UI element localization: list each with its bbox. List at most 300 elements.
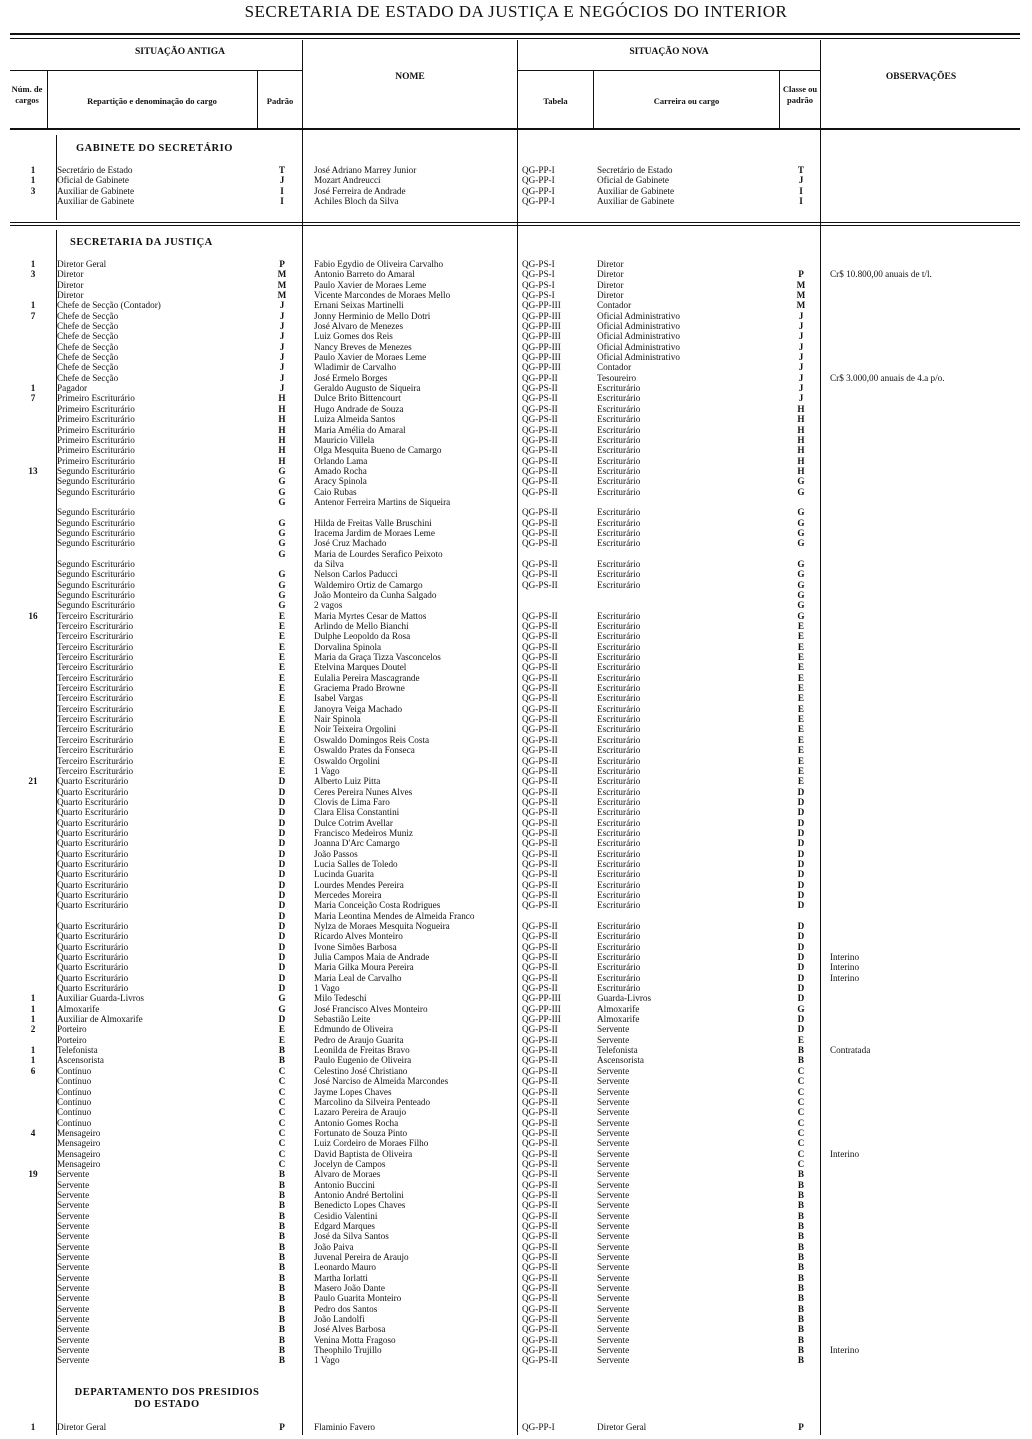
cell-nome: Olga Mesquita Bueno de Camargo bbox=[314, 445, 442, 456]
cell-classe: D bbox=[797, 972, 805, 983]
cell-nome: Hilda de Freitas Valle Bruschini bbox=[314, 517, 432, 528]
table-row bbox=[0, 993, 1032, 1003]
cell-classe: E bbox=[797, 714, 805, 725]
cell-carreira: Servente bbox=[597, 1262, 630, 1273]
cell-nome: Iracema Jardim de Moraes Leme bbox=[314, 527, 435, 538]
cell-classe: E bbox=[797, 621, 805, 632]
cell-cargo: Diretor Geral bbox=[57, 259, 107, 269]
cell-carreira: Escriturário bbox=[597, 848, 641, 859]
cell-nome: Maria Amélia do Amaral bbox=[314, 424, 406, 435]
table-row bbox=[0, 787, 1032, 797]
cell-cargo: Primeiro Escriturário bbox=[57, 393, 135, 404]
header-reparticao: Repartição e denominação do cargo bbox=[87, 96, 217, 106]
cell-nome: Francisco Medeiros Muniz bbox=[314, 827, 413, 838]
cell-cargo: Quarto Escriturário bbox=[57, 858, 129, 869]
cell-padrao: E bbox=[278, 631, 286, 642]
table-row bbox=[0, 1180, 1032, 1190]
cell-padrao: B bbox=[278, 1324, 286, 1335]
cell-padrao: G bbox=[278, 527, 286, 538]
cell-tabela: QG-PS-II bbox=[522, 786, 558, 797]
table-row bbox=[0, 1107, 1032, 1117]
cell-carreira: Servente bbox=[597, 1200, 630, 1211]
cell-padrao: D bbox=[278, 848, 286, 859]
cell-classe: B bbox=[797, 1179, 805, 1190]
cell-padrao: B bbox=[278, 1303, 286, 1314]
table-row bbox=[0, 1087, 1032, 1097]
cell-padrao: M bbox=[277, 279, 287, 290]
cell-cargo: Contínuo bbox=[57, 1107, 92, 1118]
table-row bbox=[0, 1200, 1032, 1210]
cell-obs: Interino bbox=[830, 1148, 860, 1159]
table-row bbox=[0, 1242, 1032, 1252]
cell-cargo: Diretor bbox=[57, 279, 84, 290]
cell-cargo: Quarto Escriturário bbox=[57, 921, 129, 931]
cell-tabela: QG-PS-II bbox=[522, 434, 558, 445]
cell-nome: Isabel Vargas bbox=[314, 693, 363, 704]
cell-classe: D bbox=[797, 889, 805, 900]
cell-padrao: D bbox=[278, 786, 286, 797]
cell-cargo: Servente bbox=[57, 1220, 90, 1231]
cell-tabela: QG-PS-II bbox=[522, 1076, 558, 1087]
table-row bbox=[0, 1273, 1032, 1283]
cell-carreira: Ascensorista bbox=[597, 1055, 644, 1066]
cell-padrao: G bbox=[278, 486, 286, 497]
cell-cargo: Quarto Escriturário bbox=[57, 879, 129, 890]
cell-classe: E bbox=[797, 734, 805, 745]
cell-classe: I bbox=[799, 196, 803, 207]
cell-nome: Cesidio Valentini bbox=[314, 1210, 378, 1221]
cell-carreira: Oficial Administrativo bbox=[597, 331, 680, 342]
cell-cargo: Quarto Escriturário bbox=[57, 827, 129, 838]
cell-num: 21 bbox=[28, 776, 38, 787]
cell-padrao: B bbox=[278, 1220, 286, 1231]
cell-classe: C bbox=[797, 1158, 805, 1169]
cell-tabela: QG-PS-II bbox=[522, 1293, 558, 1304]
cell-nome: João Passos bbox=[314, 848, 358, 859]
cell-nome: 1 Vago bbox=[314, 1355, 340, 1366]
cell-cargo: Terceiro Escriturário bbox=[57, 662, 134, 673]
cell-carreira: Auxiliar de Gabinete bbox=[597, 196, 675, 207]
cell-carreira: Escriturário bbox=[597, 403, 641, 414]
cell-nome: Maria Leontina Mendes de Almeida Franco bbox=[314, 910, 475, 921]
cell-classe: B bbox=[797, 1345, 805, 1356]
cell-carreira: Oficial Administrativo bbox=[597, 321, 680, 332]
justica-table bbox=[0, 259, 1032, 1366]
cell-carreira: Servente bbox=[597, 1345, 630, 1356]
cell-tabela: QG-PS-II bbox=[522, 765, 558, 776]
cell-carreira: Escriturário bbox=[597, 621, 641, 632]
cell-cargo: Almoxarife bbox=[57, 1003, 100, 1014]
cell-classe: G bbox=[797, 558, 805, 569]
cell-padrao: D bbox=[278, 983, 286, 994]
table-row bbox=[0, 175, 1032, 185]
cell-padrao: D bbox=[278, 931, 286, 942]
table-row bbox=[0, 673, 1032, 683]
cell-cargo: Contínuo bbox=[57, 1076, 92, 1087]
cell-classe: H bbox=[797, 424, 805, 435]
cell-carreira: Escriturário bbox=[597, 672, 641, 683]
cell-tabela: QG-PS-II bbox=[522, 1189, 558, 1200]
cell-tabela: QG-PS-II bbox=[522, 745, 558, 756]
cell-classe: I bbox=[799, 185, 803, 196]
cell-padrao: E bbox=[278, 765, 286, 776]
cell-padrao: E bbox=[278, 745, 286, 756]
top-rule bbox=[10, 33, 1020, 35]
cell-cargo: Mensageiro bbox=[57, 1158, 101, 1169]
cell-carreira: Escriturário bbox=[597, 517, 641, 528]
cell-padrao: C bbox=[278, 1086, 286, 1097]
cell-cargo: Chefe de Secção bbox=[57, 310, 119, 321]
cell-classe: H bbox=[797, 414, 805, 425]
cell-tabela: QG-PP-III bbox=[522, 1014, 561, 1025]
cell-cargo: Quarto Escriturário bbox=[57, 838, 129, 849]
cell-carreira: Servente bbox=[597, 1127, 630, 1138]
cell-cargo: Servente bbox=[57, 1189, 90, 1200]
table-row bbox=[0, 869, 1032, 879]
cell-cargo: Terceiro Escriturário bbox=[57, 755, 134, 766]
cell-padrao: G bbox=[278, 993, 286, 1004]
table-row bbox=[0, 931, 1032, 941]
cell-carreira: Escriturário bbox=[597, 941, 641, 952]
cell-nome: 1 Vago bbox=[314, 765, 340, 776]
cell-tabela: QG-PS-II bbox=[522, 1272, 558, 1283]
cell-carreira: Escriturário bbox=[597, 931, 641, 942]
cell-nome: Paulo Xavier de Moraes Leme bbox=[314, 279, 427, 290]
cell-classe: C bbox=[797, 1065, 805, 1076]
cell-classe: E bbox=[797, 765, 805, 776]
cell-carreira: Servente bbox=[597, 1179, 630, 1190]
cell-cargo: Terceiro Escriturário bbox=[57, 652, 134, 663]
table-row bbox=[0, 186, 1032, 196]
cell-tabela: QG-PS-II bbox=[522, 1334, 558, 1345]
cell-classe: E bbox=[797, 641, 805, 652]
cell-nome: Luiza Almeida Santos bbox=[314, 414, 396, 425]
table-row bbox=[0, 693, 1032, 703]
cell-tabela: QG-PS-II bbox=[522, 952, 558, 963]
cell-classe: B bbox=[797, 1200, 805, 1211]
table-row bbox=[0, 880, 1032, 890]
table-row bbox=[0, 445, 1032, 455]
table-row bbox=[0, 1314, 1032, 1324]
cell-carreira: Servente bbox=[597, 1355, 630, 1366]
cell-classe: B bbox=[797, 1334, 805, 1345]
table-row bbox=[0, 456, 1032, 466]
cell-cargo: Servente bbox=[57, 1241, 90, 1252]
header-situacao-nova: SITUAÇÃO NOVA bbox=[629, 47, 709, 57]
cell-tabela: QG-PS-II bbox=[522, 1169, 558, 1180]
cell-classe: J bbox=[798, 393, 804, 404]
cell-num: 3 bbox=[30, 185, 36, 196]
cell-carreira: Oficial Administrativo bbox=[597, 341, 680, 352]
cell-tabela: QG-PS-II bbox=[522, 1210, 558, 1221]
section-divider bbox=[10, 222, 1020, 223]
cell-carreira: Escriturário bbox=[597, 579, 641, 590]
cell-cargo: Porteiro bbox=[57, 1024, 87, 1035]
cell-cargo: Segundo Escriturário bbox=[57, 569, 135, 580]
cell-classe: D bbox=[797, 838, 805, 849]
cell-cargo: Segundo Escriturário bbox=[57, 590, 135, 600]
table-row bbox=[0, 921, 1032, 931]
cell-nome: 2 vagos bbox=[314, 600, 343, 611]
cell-padrao: J bbox=[279, 372, 285, 383]
cell-cargo: Oficial de Gabinete bbox=[57, 175, 129, 186]
cell-nome: Maria Leal de Carvalho bbox=[314, 972, 402, 983]
cell-nome: Leonilda de Freitas Bravo bbox=[314, 1045, 410, 1056]
cell-carreira: Escriturário bbox=[597, 393, 641, 404]
table-row bbox=[0, 1211, 1032, 1221]
cell-padrao: E bbox=[278, 652, 286, 663]
cell-padrao: G bbox=[278, 600, 286, 611]
cell-nome: Etelvina Marques Doutel bbox=[314, 662, 407, 673]
cell-classe: C bbox=[797, 1107, 805, 1118]
cell-nome: Graciema Prado Browne bbox=[314, 683, 405, 694]
cell-classe: M bbox=[796, 290, 806, 301]
cell-padrao: C bbox=[278, 1065, 286, 1076]
cell-num: 4 bbox=[30, 1127, 36, 1138]
table-row bbox=[0, 528, 1032, 538]
cell-padrao: G bbox=[278, 538, 286, 549]
cell-classe: D bbox=[797, 993, 805, 1004]
cell-classe: C bbox=[797, 1076, 805, 1087]
cell-cargo: Chefe de Secção bbox=[57, 352, 119, 363]
cell-classe: D bbox=[797, 1024, 805, 1035]
cell-cargo: Chefe de Secção bbox=[57, 321, 119, 332]
cell-cargo: Contínuo bbox=[57, 1086, 92, 1097]
cell-tabela: QG-PS-II bbox=[522, 817, 558, 828]
cell-cargo: Telefonista bbox=[57, 1045, 98, 1056]
cell-tabela: QG-PS-II bbox=[522, 1241, 558, 1252]
table-row bbox=[0, 683, 1032, 693]
cell-tabela: QG-PS-II bbox=[522, 683, 558, 694]
cell-padrao: B bbox=[278, 1169, 286, 1180]
cell-tabela: QG-PS-II bbox=[522, 383, 558, 394]
cell-nome: Masero João Dante bbox=[314, 1283, 385, 1294]
cell-classe: D bbox=[797, 796, 805, 807]
cell-classe: B bbox=[797, 1324, 805, 1335]
table-row bbox=[0, 425, 1032, 435]
cell-tabela: QG-PP-II bbox=[522, 372, 558, 383]
cell-tabela: QG-PS-II bbox=[522, 1086, 558, 1097]
cell-cargo: Quarto Escriturário bbox=[57, 983, 129, 994]
cell-carreira: Servente bbox=[597, 1076, 630, 1087]
cell-padrao: C bbox=[278, 1096, 286, 1107]
cell-cargo: Contínuo bbox=[57, 1117, 92, 1128]
table-row bbox=[0, 300, 1032, 310]
table-row bbox=[0, 373, 1032, 383]
cell-padrao: D bbox=[278, 972, 286, 983]
cell-padrao: D bbox=[278, 952, 286, 963]
cell-cargo: Quarto Escriturário bbox=[57, 962, 129, 973]
cell-tabela: QG-PS-II bbox=[522, 1055, 558, 1066]
cell-carreira: Escriturário bbox=[597, 972, 641, 983]
table-row bbox=[0, 714, 1032, 724]
cell-nome: João Monteiro da Cunha Salgado bbox=[314, 590, 437, 600]
cell-tabela: QG-PS-II bbox=[522, 579, 558, 590]
cell-cargo: Secretário de Estado bbox=[57, 165, 133, 175]
cell-tabela: QG-PS-II bbox=[522, 838, 558, 849]
cell-nome: Mercedes Moreira bbox=[314, 889, 382, 900]
cell-obs: Cr$ 3.000,00 anuais de 4.a p/o. bbox=[830, 372, 945, 383]
cell-tabela: QG-PS-II bbox=[522, 403, 558, 414]
cell-padrao: C bbox=[278, 1076, 286, 1087]
cell-tabela: QG-PS-II bbox=[522, 414, 558, 425]
cell-nome: Maria da Graça Tizza Vasconcelos bbox=[314, 652, 441, 663]
cell-cargo: Servente bbox=[57, 1293, 90, 1304]
cell-carreira: Diretor Geral bbox=[597, 1422, 647, 1432]
cell-carreira: Escriturário bbox=[597, 889, 641, 900]
cell-padrao: J bbox=[279, 331, 285, 342]
cell-padrao: D bbox=[278, 858, 286, 869]
cell-nome: José Alvaro de Menezes bbox=[314, 321, 404, 332]
cell-classe: G bbox=[797, 507, 805, 518]
cell-tabela: QG-PS-II bbox=[522, 879, 558, 890]
cell-cargo: Servente bbox=[57, 1345, 90, 1356]
cell-cargo: Servente bbox=[57, 1252, 90, 1262]
cell-classe: D bbox=[797, 1014, 805, 1025]
cell-cargo: Contínuo bbox=[57, 1065, 92, 1076]
cell-num: 2 bbox=[30, 1024, 36, 1035]
cell-nome: Ricardo Alves Monteiro bbox=[314, 931, 403, 942]
header-situacao-antiga: SITUAÇÃO ANTIGA bbox=[134, 47, 225, 57]
cell-carreira: Almoxarife bbox=[597, 1014, 640, 1025]
cell-padrao: G bbox=[278, 496, 286, 507]
cell-nome: Wladimir de Carvalho bbox=[314, 362, 397, 373]
cell-tabela: QG-PS-II bbox=[522, 1252, 558, 1262]
cell-classe: E bbox=[797, 703, 805, 714]
cell-carreira: Servente bbox=[597, 1314, 630, 1325]
cell-nome: Dulce Cotrim Avellar bbox=[314, 817, 393, 828]
cell-cargo: Terceiro Escriturário bbox=[57, 693, 134, 704]
header-classe: Classe ou padrão bbox=[782, 84, 818, 105]
cell-carreira: Contador bbox=[597, 362, 632, 373]
cell-carreira: Servente bbox=[597, 1169, 630, 1180]
cell-cargo: Segundo Escriturário bbox=[57, 579, 135, 590]
cell-cargo: Segundo Escriturário bbox=[57, 465, 135, 476]
table-row bbox=[0, 1324, 1032, 1334]
cell-cargo: Segundo Escriturário bbox=[57, 507, 135, 518]
cell-nome: Oswaldo Domingos Reis Costa bbox=[314, 734, 430, 745]
table-row bbox=[0, 1055, 1032, 1065]
cell-padrao: B bbox=[278, 1283, 286, 1294]
cell-classe: B bbox=[797, 1272, 805, 1283]
table-row bbox=[0, 590, 1032, 600]
cell-nome: Hugo Andrade de Souza bbox=[314, 403, 404, 414]
table-row bbox=[0, 383, 1032, 393]
cell-carreira: Escriturário bbox=[597, 817, 641, 828]
table-row bbox=[0, 569, 1032, 579]
section-divider-2 bbox=[10, 225, 1020, 226]
cell-tabela: QG-PS-II bbox=[522, 1200, 558, 1211]
table-row bbox=[0, 538, 1032, 548]
cell-carreira: Escriturário bbox=[597, 838, 641, 849]
cell-padrao: H bbox=[278, 414, 286, 425]
cell-nome: Maria de Lourdes Serafico Peixoto bbox=[314, 548, 443, 559]
cell-classe: H bbox=[797, 445, 805, 456]
cell-classe: E bbox=[797, 631, 805, 642]
cell-tabela: QG-PS-II bbox=[522, 641, 558, 652]
cell-tabela: QG-PS-II bbox=[522, 517, 558, 528]
cell-cargo: Quarto Escriturário bbox=[57, 952, 129, 963]
cell-cargo: Diretor bbox=[57, 290, 84, 301]
table-row bbox=[0, 165, 1032, 175]
cell-num: 1 bbox=[30, 1045, 36, 1056]
cell-tabela: QG-PS-II bbox=[522, 889, 558, 900]
cell-obs: Contratada bbox=[830, 1045, 871, 1056]
cell-nome: Paulo Xavier de Moraes Leme bbox=[314, 352, 427, 363]
subheader-rule-right bbox=[518, 70, 820, 71]
cell-tabela: QG-PS-II bbox=[522, 1355, 558, 1366]
cell-carreira: Escriturário bbox=[597, 445, 641, 456]
cell-classe: J bbox=[798, 310, 804, 321]
cell-padrao: C bbox=[278, 1158, 286, 1169]
cell-classe: E bbox=[797, 693, 805, 704]
cell-nome: Caio Rubas bbox=[314, 486, 357, 497]
cell-padrao: G bbox=[278, 569, 286, 580]
cell-carreira: Servente bbox=[597, 1138, 630, 1149]
cell-nome: Waldemiro Ortiz de Camargo bbox=[314, 579, 423, 590]
cell-tabela: QG-PS-II bbox=[522, 631, 558, 642]
cell-tabela: QG-PS-I bbox=[522, 269, 555, 280]
cell-cargo: Servente bbox=[57, 1355, 90, 1366]
cell-classe: D bbox=[797, 962, 805, 973]
cell-padrao: G bbox=[278, 579, 286, 590]
cell-cargo: Terceiro Escriturário bbox=[57, 703, 134, 714]
cell-cargo: Auxiliar de Gabinete bbox=[57, 185, 135, 196]
cell-classe: G bbox=[797, 517, 805, 528]
cell-padrao: J bbox=[279, 352, 285, 363]
cell-tabela: QG-PS-II bbox=[522, 1065, 558, 1076]
table-row bbox=[0, 559, 1032, 569]
cell-tabela: QG-PP-III bbox=[522, 362, 561, 373]
cell-padrao: B bbox=[278, 1262, 286, 1273]
table-row bbox=[0, 900, 1032, 910]
cell-padrao: J bbox=[279, 175, 285, 186]
cell-tabela: QG-PP-I bbox=[522, 165, 555, 175]
cell-obs: Interino bbox=[830, 962, 860, 973]
table-row bbox=[0, 1159, 1032, 1169]
cell-carreira: Escriturário bbox=[597, 745, 641, 756]
table-row bbox=[0, 859, 1032, 869]
table-row bbox=[0, 890, 1032, 900]
cell-classe: J bbox=[798, 383, 804, 394]
cell-tabela: QG-PS-II bbox=[522, 734, 558, 745]
cell-nome: Antonio Buccini bbox=[314, 1179, 375, 1190]
cell-padrao: B bbox=[278, 1345, 286, 1356]
table-row bbox=[0, 776, 1032, 786]
table-row bbox=[0, 911, 1032, 921]
cell-padrao: H bbox=[278, 403, 286, 414]
cell-cargo: Quarto Escriturário bbox=[57, 900, 129, 911]
cell-classe: J bbox=[798, 175, 804, 186]
cell-carreira: Oficial Administrativo bbox=[597, 352, 680, 363]
cell-tabela: QG-PS-II bbox=[522, 1262, 558, 1273]
cell-num: 6 bbox=[30, 1065, 36, 1076]
cell-padrao: I bbox=[280, 185, 284, 196]
cell-cargo: Servente bbox=[57, 1169, 90, 1180]
cell-carreira: Escriturário bbox=[597, 807, 641, 818]
cell-classe: J bbox=[798, 331, 804, 342]
table-row bbox=[0, 1304, 1032, 1314]
cell-cargo: Primeiro Escriturário bbox=[57, 414, 135, 425]
cell-padrao: E bbox=[278, 621, 286, 632]
cell-padrao: D bbox=[278, 869, 286, 880]
cell-num: 16 bbox=[28, 610, 38, 621]
cell-carreira: Servente bbox=[597, 1034, 630, 1045]
cell-num: 1 bbox=[30, 1014, 36, 1025]
cell-classe: D bbox=[797, 869, 805, 880]
cell-classe: E bbox=[797, 672, 805, 683]
table-row bbox=[0, 269, 1032, 279]
